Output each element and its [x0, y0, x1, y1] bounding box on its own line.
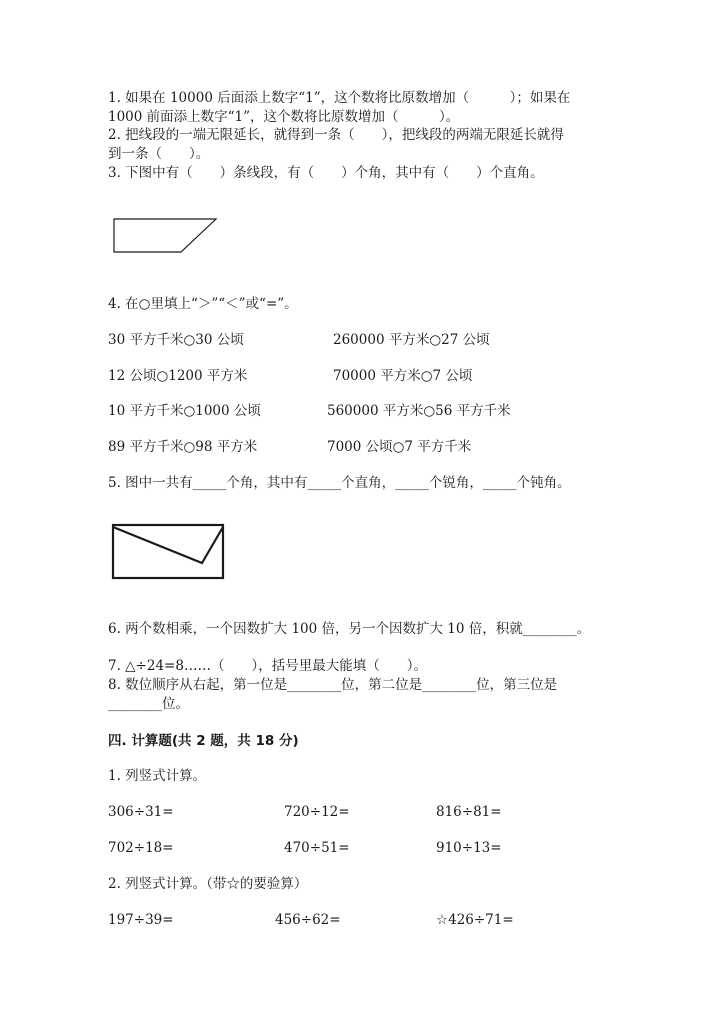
q1-line2: 1000 前面添上数字“1”，这个数将比原数增加（ ）。 — [108, 109, 460, 125]
calc1-r1-c2: 720÷12= — [284, 804, 350, 820]
q4-row4-right: 7000 公顷○7 平方千米 — [327, 439, 472, 455]
calc2-r1-c3: ☆426÷71= — [436, 912, 514, 928]
q1-line1: 1. 如果在 10000 后面添上数字“1”，这个数将比原数增加（ ）；如果在 — [108, 90, 571, 106]
q4-title: 4. 在○里填上“＞”“＜”或“=”。 — [108, 296, 298, 312]
q4-row1-left: 30 平方千米○30 公顷 — [108, 332, 244, 348]
q8-line1: 8. 数位顺序从右起，第一位是________位，第二位是________位，第三位是 — [108, 677, 558, 693]
q3-line1: 3. 下图中有（ ）条线段，有（ ）个角，其中有（ ）个直角。 — [108, 165, 544, 181]
q6-line1: 6. 两个数相乘，一个因数扩大 100 倍，另一个因数扩大 10 倍，积就________。 — [108, 621, 591, 637]
calc2-r1-c2: 456÷62= — [275, 912, 341, 928]
q4-row4-left: 89 平方千米○98 平方米 — [108, 439, 258, 455]
calc1-r2-c3: 910÷13= — [436, 840, 502, 856]
calc1-r1-c1: 306÷31= — [108, 804, 174, 820]
calc1-r2-c2: 470÷51= — [284, 840, 350, 856]
calc1-title: 1. 列竖式计算。 — [108, 768, 207, 784]
q4-row3-left: 10 平方千米○1000 公顷 — [108, 403, 261, 419]
q4-row1-right: 260000 平方米○27 公顷 — [333, 332, 490, 348]
q4-row2-right: 70000 平方米○7 公顷 — [333, 368, 473, 384]
q4-row3-right: 560000 平方米○56 平方千米 — [327, 403, 511, 419]
q2-line1: 2. 把线段的一端无限延长，就得到一条（ ），把线段的两端无限延长就得 — [108, 127, 564, 143]
q7-line1: 7. △÷24=8……（ ），括号里最大能填（ ）。 — [108, 658, 427, 674]
q2-line2: 到一条（ ）。 — [108, 146, 210, 162]
calc1-r1-c3: 816÷81= — [436, 804, 502, 820]
calc2-title: 2. 列竖式计算。（带☆的要验算） — [108, 876, 308, 892]
section4-title: 四. 计算题(共 2 题，共 18 分) — [108, 733, 299, 749]
q5-line1: 5. 图中一共有_____个角，其中有_____个直角，_____个锐角，_____个钝角。 — [108, 475, 571, 491]
calc2-r1-c1: 197÷39= — [108, 912, 174, 928]
calc1-r2-c1: 702÷18= — [108, 840, 174, 856]
q8-line2: ________位。 — [108, 696, 189, 712]
q4-row2-left: 12 公顷○1200 平方米 — [108, 368, 248, 384]
